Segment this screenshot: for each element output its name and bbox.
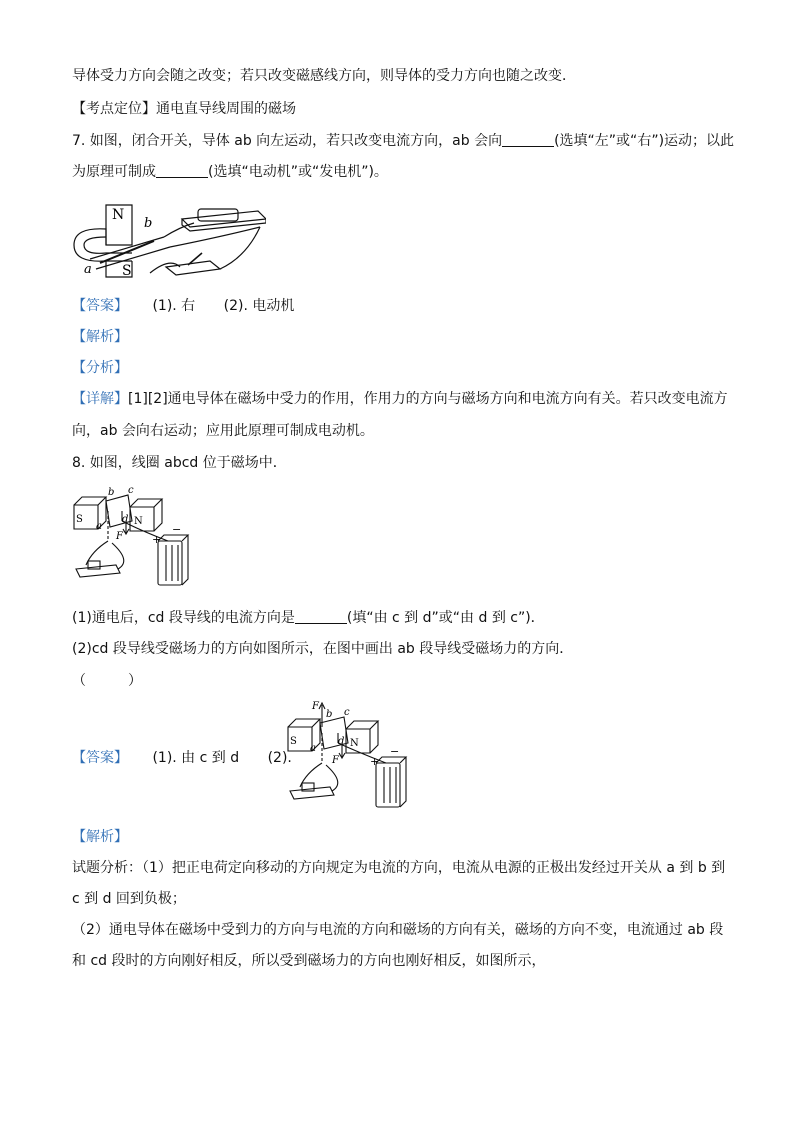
label-plus: + — [152, 533, 162, 546]
label-b: b — [326, 709, 333, 720]
label-d: d — [122, 514, 129, 525]
label-s: S — [290, 736, 297, 747]
label-minus: − — [172, 523, 182, 536]
question-7-line2 — [72, 162, 388, 182]
analysis-line1: 试题分析：（1）把正电荷定向移动的方向规定为电流的方向，电流从电源的正极出发经过开关从 a 到 b 到 — [72, 860, 726, 876]
answer-part-2: (2). 电动机 — [223, 298, 295, 314]
answer-blank — [295, 609, 347, 624]
text: (1)通电后，cd 段导线的电流方向是 — [72, 610, 295, 626]
figure-7-magnet-circuit — [70, 197, 266, 281]
analysis-line4: 和 cd 段时的方向刚好相反，所以受到磁场力的方向也刚好相反，如图所示， — [72, 953, 546, 969]
label-a: a — [84, 262, 92, 277]
text: (填“由 c 到 d”或“由 d 到 c”)． — [346, 610, 545, 626]
label-minus: − — [390, 745, 400, 758]
label-d: d — [338, 736, 345, 747]
answer-tag: 【答案】 — [72, 750, 128, 766]
label-c: c — [344, 707, 350, 718]
label-b: b — [144, 216, 153, 231]
answer-blank — [156, 163, 208, 178]
jiexi-tag: 【解析】 — [72, 829, 128, 845]
question-8: 8. 如图，线圈 abcd 位于磁场中． — [72, 455, 287, 471]
question-8-part2: (2)cd 段导线受磁场力的方向如图所示，在图中画出 ab 段导线受磁场力的方向． — [72, 641, 574, 657]
answer-paren: （ ） — [72, 673, 142, 689]
text: (选填“电动机”或“发电机”)。 — [208, 164, 388, 180]
label-plus: + — [370, 755, 380, 768]
figure-8-coil-in-field — [72, 481, 190, 591]
answer-part-1: (1). 由 c 到 d — [152, 750, 240, 766]
xiangjie-line1 — [72, 389, 728, 409]
label-f-ab: F — [312, 701, 319, 712]
answer-part-1: (1). 右 — [152, 298, 196, 314]
label-f-cd: F — [332, 755, 339, 766]
question-7-line1 — [72, 131, 734, 151]
label-n: N — [112, 207, 125, 223]
text-line — [72, 66, 576, 86]
tag: 【考点定位】 — [72, 101, 156, 117]
label-s: S — [122, 263, 132, 279]
label-b: b — [108, 487, 115, 498]
answer-8 — [72, 748, 292, 768]
text: [1][2]通电导体在磁场中受力的作用，作用力的方向与磁场方向和电流方向有关。若只改变电流方 — [128, 391, 728, 407]
label-f: F — [116, 531, 123, 542]
figure-8-answer — [286, 697, 410, 809]
text: 导体受力方向会随之改变；若只改变磁感线方向，则导体的受力方向也随之改变． — [72, 68, 576, 84]
label-c: c — [128, 485, 134, 496]
text: 7. 如图，闭合开关，导体 ab 向左运动，若只改变电流方向，ab 会向 — [72, 133, 503, 149]
label-n: N — [350, 738, 359, 749]
answer-tag: 【答案】 — [72, 298, 128, 314]
kaodian-line — [72, 99, 296, 119]
label-n: N — [134, 516, 143, 527]
jiexi-tag: 【解析】 — [72, 329, 128, 345]
label-a: a — [310, 743, 316, 754]
text: 为原理可制成 — [72, 164, 156, 180]
text: 通电直导线周围的磁场 — [156, 101, 296, 117]
analysis-line2: c 到 d 回到负极； — [72, 891, 186, 907]
fenxi-tag: 【分析】 — [72, 360, 128, 376]
answer-blank — [502, 132, 554, 147]
label-a: a — [96, 521, 102, 532]
answer-part-2: (2). — [267, 750, 292, 766]
tag: 【详解】 — [72, 391, 128, 407]
text: (选填“左”或“右”)运动；以此 — [554, 133, 735, 149]
label-s: S — [76, 514, 83, 525]
xiangjie-line2: 向，ab 会向右运动；应用此原理可制成电动机。 — [72, 423, 374, 439]
analysis-line3: （2）通电导体在磁场中受到力的方向与电流的方向和磁场的方向有关，磁场的方向不变，电流通过 ab 段 — [72, 922, 724, 938]
question-8-part1 — [72, 608, 545, 628]
answer-7 — [72, 296, 294, 316]
